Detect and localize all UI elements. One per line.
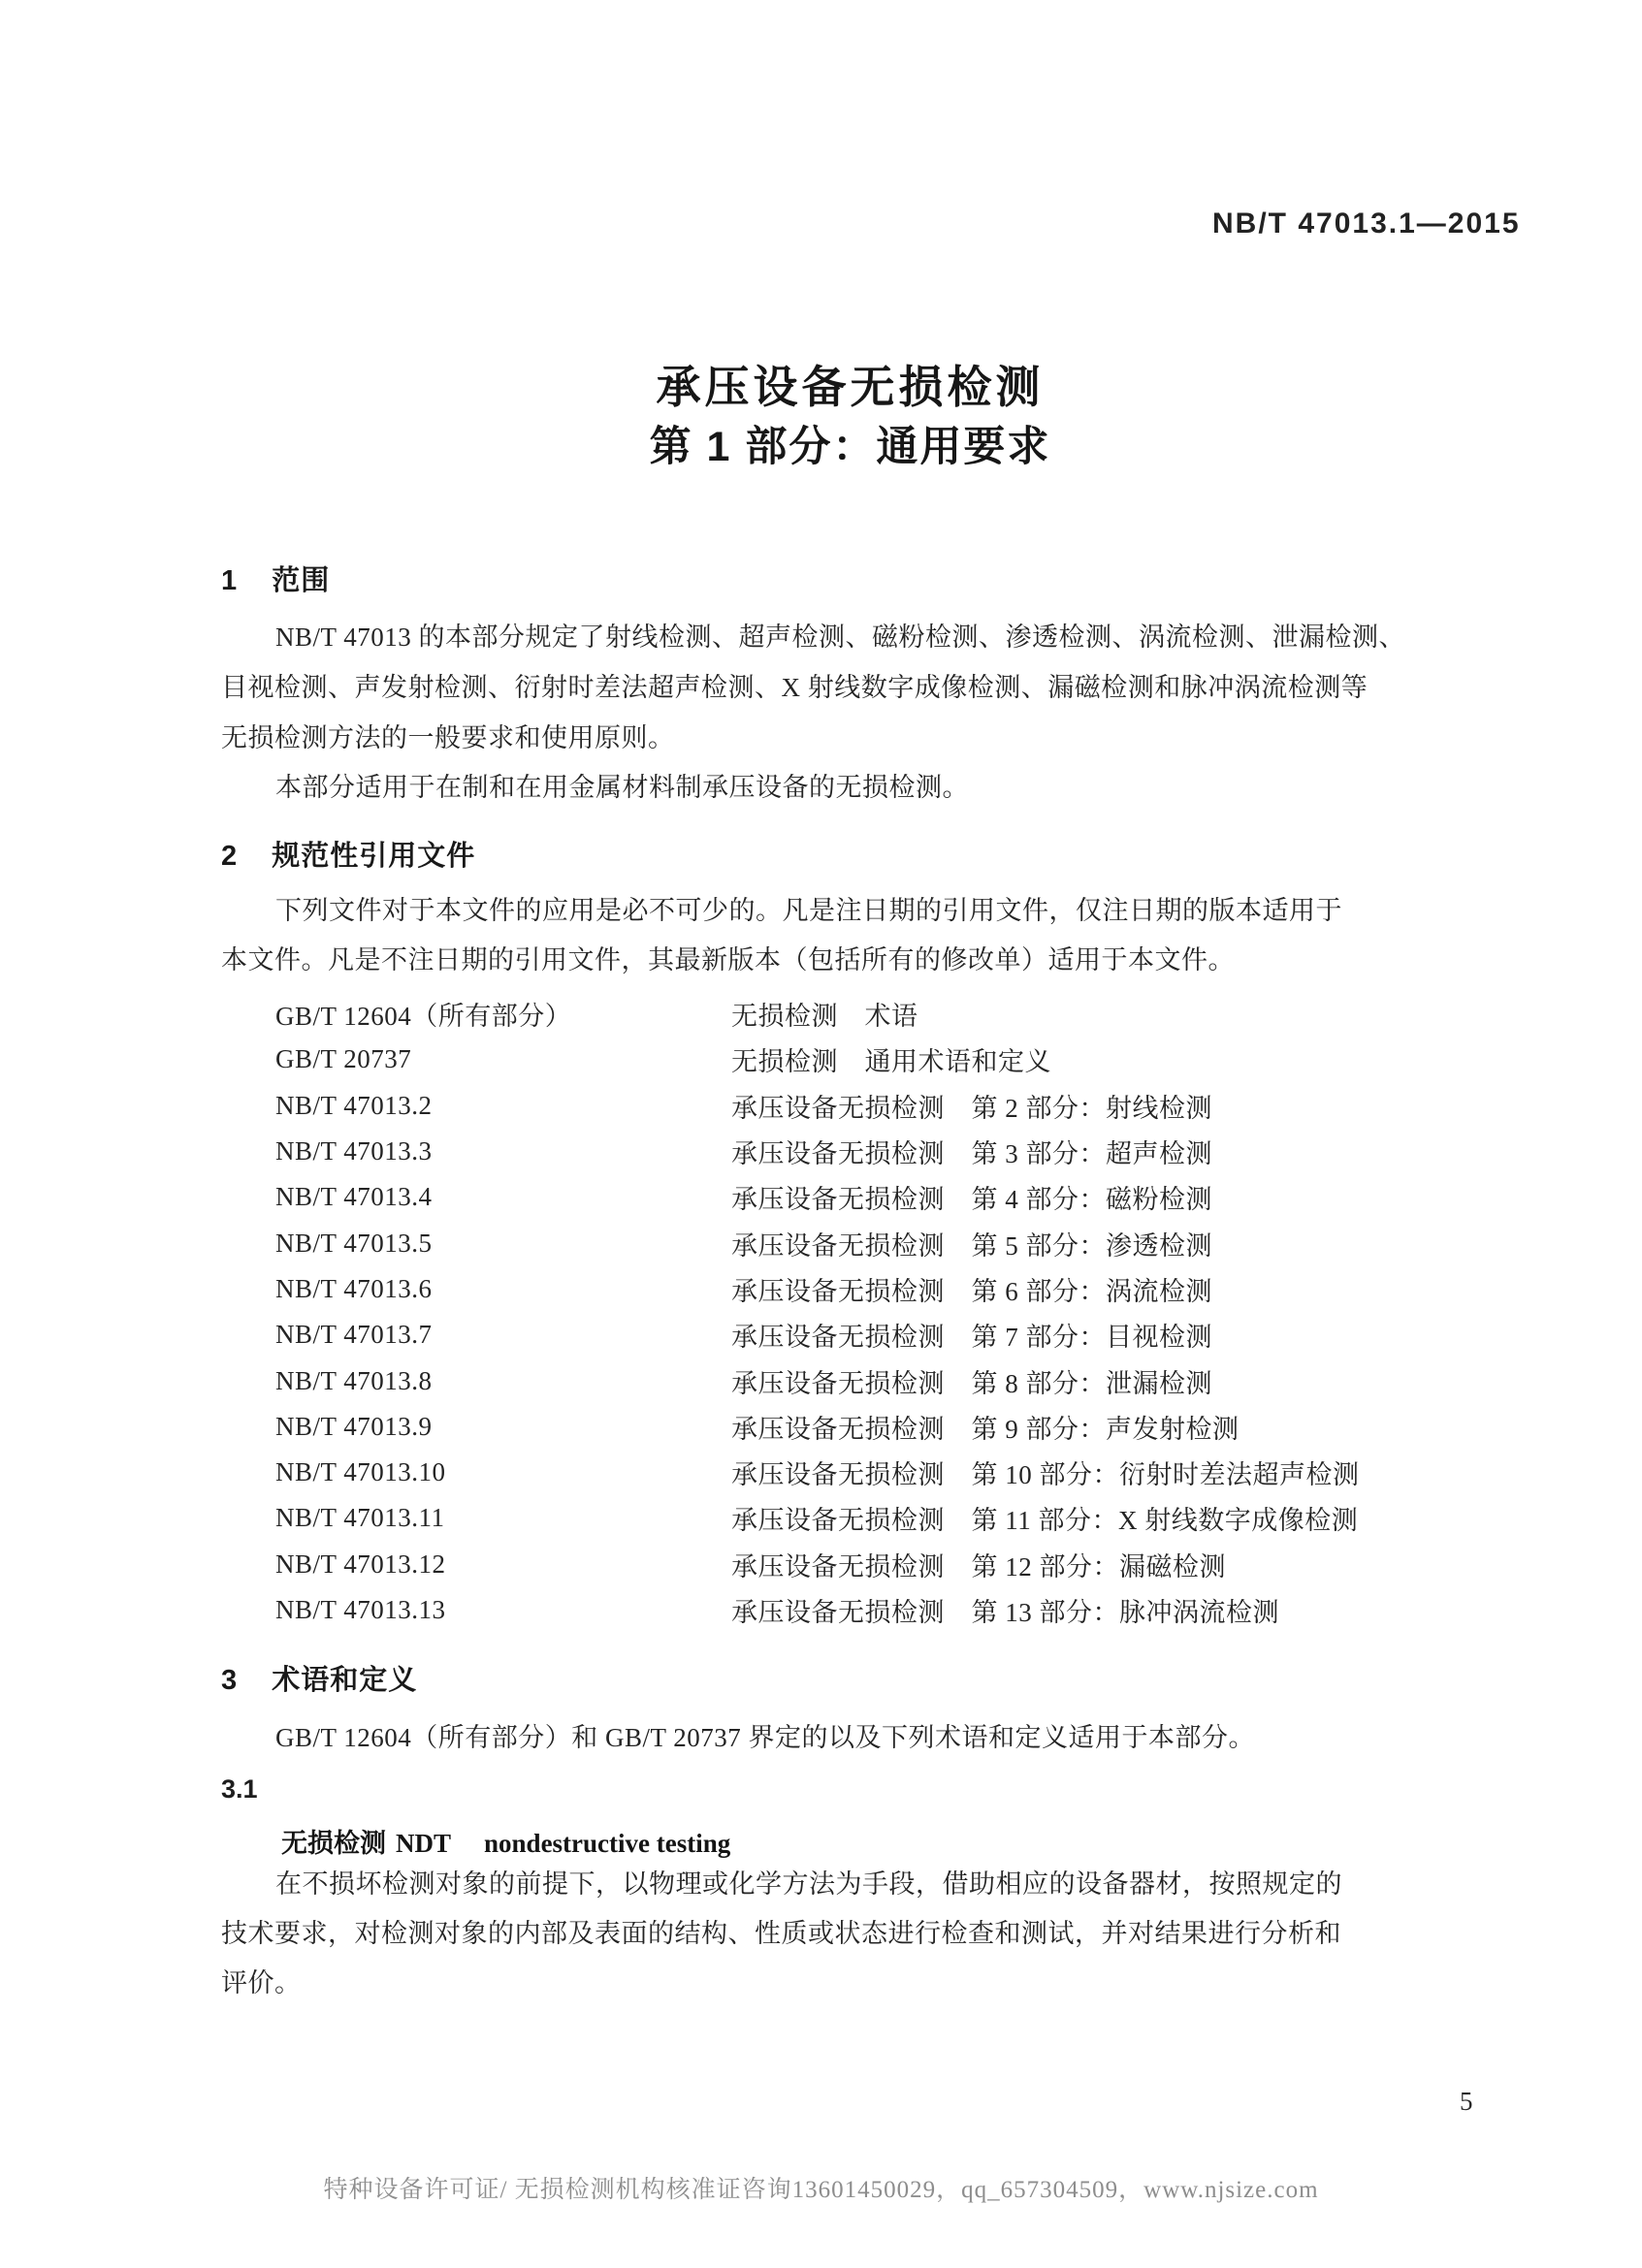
- section-1-paragraph-line: NB/T 47013 的本部分规定了射线检测、超声检测、磁粉检测、渗透检测、涡流检测、泄漏检测、: [275, 623, 1406, 652]
- reference-code: NB/T 47013.6: [275, 1273, 433, 1303]
- reference-row: [275, 1083, 1536, 1129]
- reference-row: [275, 1312, 1536, 1358]
- reference-code: NB/T 47013.5: [275, 1228, 433, 1258]
- reference-row: [275, 1174, 1536, 1220]
- section-3-heading: [221, 1658, 1511, 1698]
- section-3-title: 术语和定义: [272, 1665, 418, 1696]
- reference-title: 承压设备无损检测 第 8 部分：泄漏检测: [731, 1368, 1212, 1398]
- section-1-title: 范围: [272, 565, 331, 596]
- reference-title: 承压设备无损检测 第 3 部分：超声检测: [731, 1139, 1212, 1169]
- document-title-line1: 承压设备无损检测: [656, 362, 1045, 412]
- section-2-title: 规范性引用文件: [272, 841, 476, 872]
- term-abbreviation: NDT: [396, 1829, 452, 1858]
- reference-row: [275, 1404, 1536, 1450]
- reference-row: [275, 1358, 1536, 1403]
- standard-number: NB/T 47013.1—2015: [1212, 208, 1521, 240]
- reference-title: 承压设备无损检测 第 6 部分：涡流检测: [731, 1276, 1212, 1306]
- section-2-heading: [221, 834, 1511, 874]
- section-1-paragraph-line: 无损检测方法的一般要求和使用原则。: [221, 723, 675, 752]
- reference-code: NB/T 47013.13: [275, 1595, 446, 1624]
- reference-row: [275, 1266, 1536, 1312]
- reference-title: 承压设备无损检测 第 5 部分：渗透检测: [731, 1230, 1212, 1261]
- page-number: 5: [1460, 2087, 1473, 2116]
- definition-line: 在不损坏检测对象的前提下，以物理或化学方法为手段，借助相应的设备器材，按照规定的: [275, 1869, 1342, 1899]
- reference-row: [275, 991, 1536, 1037]
- reference-code: NB/T 47013.12: [275, 1549, 446, 1579]
- document-title-line2: 第 1 部分：通用要求: [649, 424, 1051, 470]
- section-3-intro-line: GB/T 12604（所有部分）和 GB/T 20737 界定的以及下列术语和定义适用于本部分。: [275, 1723, 1256, 1752]
- reference-code: NB/T 47013.8: [275, 1365, 433, 1395]
- term-chinese: 无损检测: [281, 1829, 386, 1858]
- reference-title: 承压设备无损检测 第 9 部分：声发射检测: [731, 1414, 1240, 1444]
- footer-watermark: 特种设备许可证/ 无损检测机构核准证咨询13601450029，qq_657304509，www.njsize.com: [323, 2177, 1319, 2203]
- reference-title: 承压设备无损检测 第 12 部分：漏磁检测: [731, 1551, 1226, 1581]
- reference-title: 承压设备无损检测 第 4 部分：磁粉检测: [731, 1185, 1212, 1215]
- section-2-paragraph-line: 下列文件对于本文件的应用是必不可少的。凡是注日期的引用文件，仅注日期的版本适用于: [275, 896, 1342, 925]
- reference-row: [275, 1220, 1536, 1265]
- reference-title: 承压设备无损检测 第 10 部分：衍射时差法超声检测: [731, 1460, 1360, 1490]
- reference-code: NB/T 47013.9: [275, 1411, 433, 1441]
- reference-code: NB/T 47013.7: [275, 1320, 433, 1350]
- reference-row: [275, 1450, 1536, 1495]
- reference-title: 承压设备无损检测 第 11 部分：X 射线数字成像检测: [731, 1506, 1359, 1536]
- reference-title: 承压设备无损检测 第 2 部分：射线检测: [731, 1093, 1212, 1123]
- term-definition-heading: [221, 1822, 1571, 1860]
- reference-code: GB/T 20737: [275, 1044, 412, 1074]
- definition-line: 评价。: [221, 1968, 302, 1997]
- section-2-paragraph-line: 本文件。凡是不注日期的引用文件，其最新版本（包括所有的修改单）适用于本文件。: [221, 945, 1235, 974]
- reference-list: [275, 991, 1536, 1633]
- reference-code: NB/T 47013.10: [275, 1457, 446, 1487]
- reference-code: NB/T 47013.2: [275, 1090, 433, 1120]
- reference-code: GB/T 12604（所有部分）: [275, 1002, 572, 1032]
- reference-row: [275, 1129, 1536, 1174]
- section-1-paragraph-line: 目视检测、声发射检测、衍射时差法超声检测、X 射线数字成像检测、漏磁检测和脉冲涡流检测等: [221, 673, 1368, 702]
- term-english: nondestructive testing: [484, 1829, 731, 1858]
- section-2-number: 2: [221, 841, 239, 872]
- reference-row: [275, 1542, 1536, 1587]
- reference-code: NB/T 47013.4: [275, 1182, 433, 1212]
- section-1-paragraph-line: 本部分适用于在制和在用金属材料制承压设备的无损检测。: [275, 773, 969, 802]
- reference-code: NB/T 47013.11: [275, 1503, 445, 1533]
- section-3-number: 3: [221, 1665, 239, 1696]
- reference-title: 承压设备无损检测 第 7 部分：目视检测: [731, 1323, 1212, 1353]
- reference-row: [275, 1587, 1536, 1633]
- reference-row: [275, 1037, 1536, 1082]
- definition-line: 技术要求，对检测对象的内部及表面的结构、性质或状态进行检查和测试，并对结果进行分析和: [221, 1919, 1341, 1948]
- section-1-heading: [221, 559, 1511, 598]
- document-title: [58, 362, 1642, 470]
- reference-title: 无损检测 术语: [731, 1002, 918, 1032]
- section-1-number: 1: [221, 565, 239, 596]
- reference-title: 无损检测 通用术语和定义: [731, 1047, 1051, 1077]
- reference-title: 承压设备无损检测 第 13 部分：脉冲涡流检测: [731, 1598, 1279, 1627]
- reference-row: [275, 1495, 1536, 1541]
- clause-number: 3.1: [221, 1774, 258, 1804]
- reference-code: NB/T 47013.3: [275, 1136, 433, 1166]
